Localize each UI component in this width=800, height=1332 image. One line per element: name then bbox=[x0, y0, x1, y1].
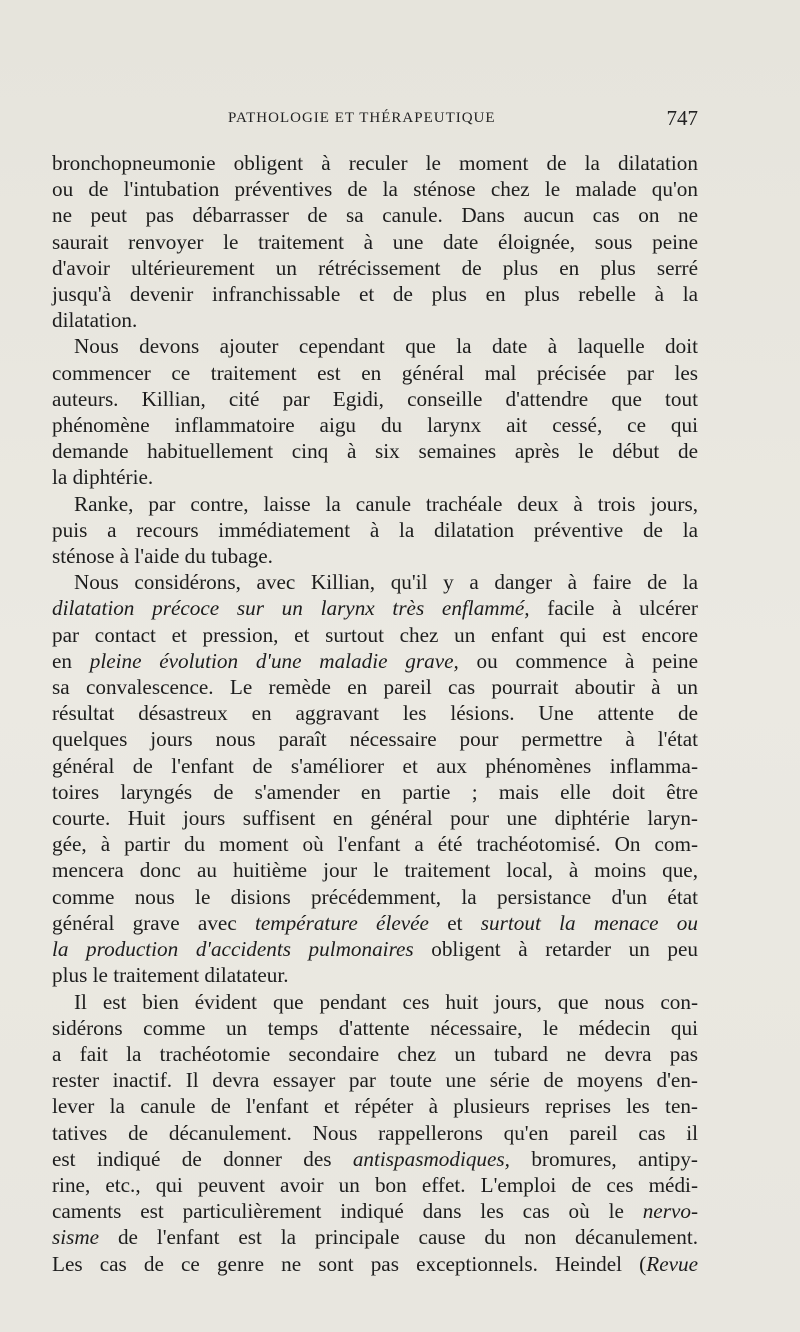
text-line: toires laryngés de s'amender en partie ; mais elle doit être bbox=[52, 779, 698, 804]
text-line: rine, etc., qui peuvent avoir un bon effet. L'emploi de ces médi- bbox=[52, 1172, 698, 1197]
text-line: la production d'accidents pulmonaires obligent à retarder un peu bbox=[52, 937, 698, 962]
text-line: Nous considérons, avec Killian, qu'il y a danger à faire de la bbox=[74, 570, 698, 595]
page-header bbox=[52, 106, 698, 134]
running-title: PATHOLOGIE ET THÉRAPEUTIQUE bbox=[228, 110, 496, 126]
text-line: résultat désastreux en aggravant les lésions. Une attente de bbox=[52, 701, 698, 726]
text-line: phénomène inflammatoire aigu du larynx ait cessé, ce qui bbox=[52, 413, 698, 438]
italic-phrase: Revue bbox=[646, 1251, 698, 1276]
italic-phrase: sisme bbox=[52, 1225, 100, 1250]
text-line: par contact et pression, et surtout chez un enfant qui est encore bbox=[52, 622, 698, 647]
text-line: mencera donc au huitième jour le traitement local, à moins que, bbox=[52, 858, 698, 883]
text-line: d'avoir ultérieurement un rétrécissement de plus en plus serré bbox=[52, 255, 698, 280]
text-line: auteurs. Killian, cité par Egidi, conseille d'attendre que tout bbox=[52, 386, 698, 411]
body-text bbox=[52, 150, 698, 1277]
text-line: puis a recours immédiatement à la dilatation préventive de la bbox=[52, 517, 698, 542]
italic-phrase: température élevée bbox=[255, 910, 429, 935]
text-line: quelques jours nous paraît nécessaire pour permettre à l'état bbox=[52, 727, 698, 752]
paragraph-5 bbox=[52, 989, 698, 1277]
paragraph-3 bbox=[52, 491, 698, 570]
text-line: Les cas de ce genre ne sont pas exceptionnels. Heindel (Revue bbox=[52, 1251, 698, 1276]
text-line: général de l'enfant de s'améliorer et aux phénomènes inflamma- bbox=[52, 753, 698, 778]
italic-phrase: surtout la menace ou bbox=[480, 910, 698, 935]
italic-phrase: dilatation précoce sur un larynx très enflammé, bbox=[52, 596, 530, 621]
text-line: caments est particulièrement indiqué dans les cas où le nervo- bbox=[52, 1199, 698, 1224]
text-line: la diphtérie. bbox=[52, 465, 154, 490]
text-line: comme nous le disions précédemment, la persistance d'un état bbox=[52, 884, 698, 909]
text-line: est indiqué de donner des antispasmodiques, bromures, antipy- bbox=[52, 1146, 698, 1171]
text-line: courte. Huit jours suffisent en général pour une diphtérie laryn- bbox=[52, 806, 698, 831]
italic-phrase: la production d'accidents pulmonaires bbox=[52, 937, 414, 962]
text-line: dilatation. bbox=[52, 308, 138, 333]
text-line: sténose à l'aide du tubage. bbox=[52, 544, 273, 569]
paragraph-2 bbox=[52, 333, 698, 490]
text-line: jusqu'à devenir infranchissable et de plus en plus rebelle à la bbox=[52, 282, 698, 307]
page-number: 747 bbox=[666, 106, 698, 130]
text-line: saurait renvoyer le traitement à une date éloignée, sous peine bbox=[52, 229, 698, 254]
text-line: Nous devons ajouter cependant que la date à laquelle doit bbox=[74, 334, 698, 359]
text-line: a fait la trachéotomie secondaire chez un tubard ne devra pas bbox=[52, 1041, 698, 1066]
text-line: gée, à partir du moment où l'enfant a été trachéotomisé. On com- bbox=[52, 832, 698, 857]
text-line: tatives de décanulement. Nous rappellerons qu'en pareil cas il bbox=[52, 1120, 698, 1145]
text-line: Il est bien évident que pendant ces huit jours, que nous con- bbox=[74, 989, 698, 1014]
text-line: ou de l'intubation préventives de la sténose chez le malade qu'on bbox=[52, 177, 698, 202]
paragraph-1 bbox=[52, 150, 698, 333]
italic-phrase: pleine évolution d'une maladie grave, bbox=[89, 648, 459, 673]
italic-phrase: nervo- bbox=[642, 1199, 698, 1224]
text-line: bronchopneumonie obligent à reculer le moment de la dilatation bbox=[52, 151, 698, 175]
paragraph-4 bbox=[52, 569, 698, 988]
text-line: rester inactif. Il devra essayer par toute une série de moyens d'en- bbox=[52, 1068, 698, 1093]
text-line: général grave avec température élevée et surtout la menace ou bbox=[52, 910, 698, 935]
text-line: demande habituellement cinq à six semaines après le début de bbox=[52, 439, 698, 464]
text-line: plus le traitement dilatateur. bbox=[52, 963, 289, 988]
text-line: sisme de l'enfant est la principale cause du non décanulement. bbox=[52, 1225, 698, 1250]
text-line: en pleine évolution d'une maladie grave, ou commence à peine bbox=[52, 648, 698, 673]
text-line: ne peut pas débarrasser de sa canule. Dans aucun cas on ne bbox=[52, 203, 698, 228]
text-line: Ranke, par contre, laisse la canule trachéale deux à trois jours, bbox=[74, 491, 698, 516]
text-line: sidérons comme un temps d'attente nécessaire, le médecin qui bbox=[52, 1015, 698, 1040]
text-line: sa convalescence. Le remède en pareil cas pourrait aboutir à un bbox=[52, 675, 698, 700]
text-line: commencer ce traitement est en général mal précisée par les bbox=[52, 360, 698, 385]
text-line: lever la canule de l'enfant et répéter à plusieurs reprises les ten- bbox=[52, 1094, 698, 1119]
italic-phrase: antispasmodiques, bbox=[352, 1146, 510, 1171]
text-line: dilatation précoce sur un larynx très enflammé, facile à ulcérer bbox=[52, 596, 698, 621]
